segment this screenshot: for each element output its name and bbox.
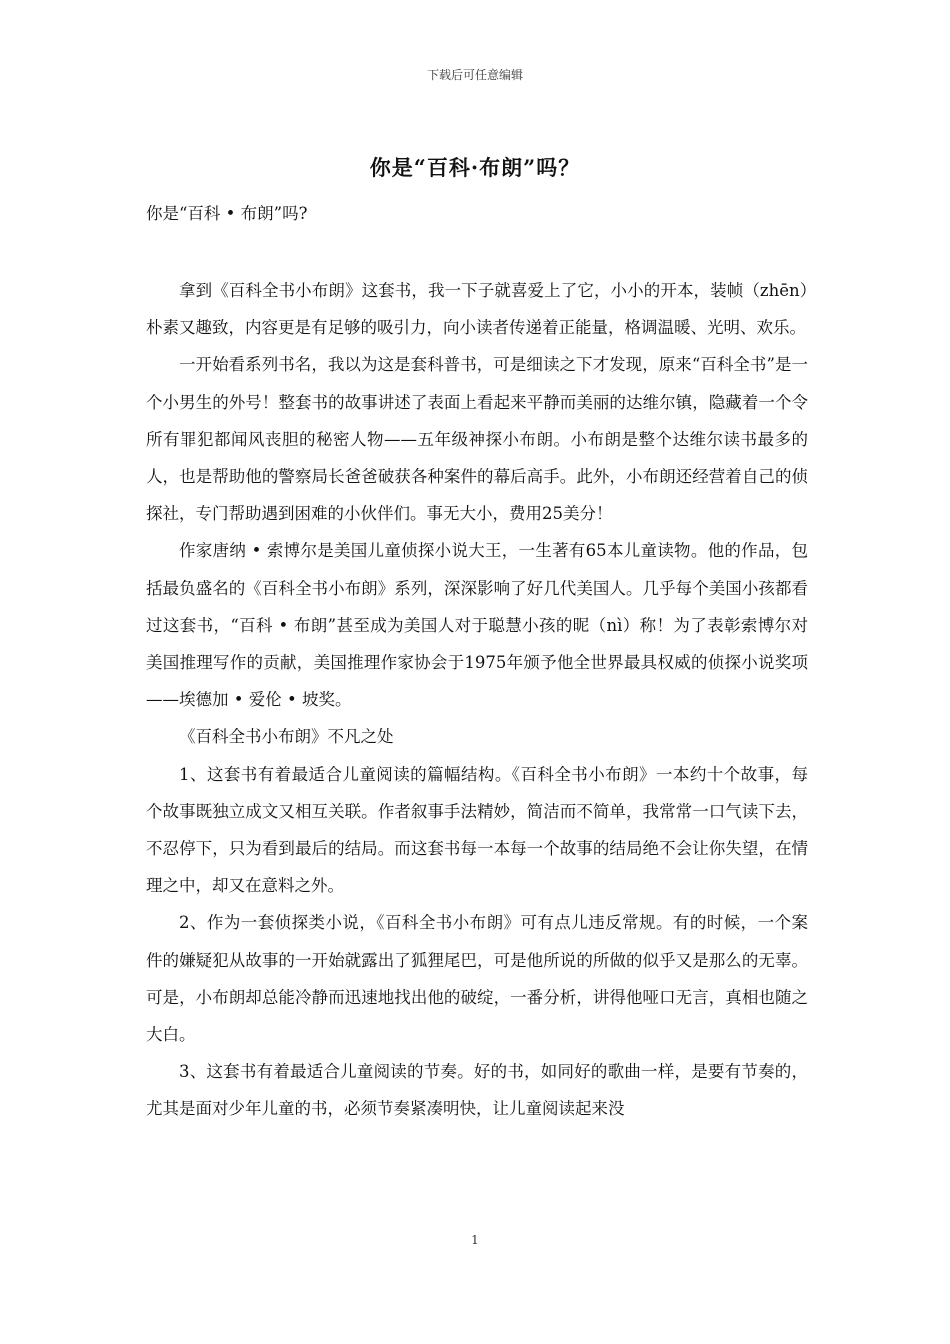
document-body bbox=[146, 272, 808, 1128]
page-number: 1 bbox=[471, 1233, 479, 1247]
paragraph: 1、这套书有着最适合儿童阅读的篇幅结构。《百科全书小布朗》一本约十个故事，每个故事既独立成文又相互关联。作者叙事手法精妙，简洁而不简单，我常常一口气读下去，不忍停下，只为看到最后的结局。而这套书每一本每一个故事的结局绝不会让你失望，在情理之中，却又在意料之外。 bbox=[146, 764, 808, 896]
paragraph: 3、这套书有着最适合儿童阅读的节奏。好的书，如同好的歌曲一样，是要有节奏的，尤其是面对少年儿童的书，必须节奏紧凑明快，让儿童阅读起来没 bbox=[146, 1062, 808, 1119]
document-title: 你是“百科·布朗”吗？ bbox=[369, 155, 581, 180]
page-header-note: 下载后可任意编辑 bbox=[426, 68, 523, 82]
paragraph: 一开始看系列书名，我以为这是套科普书，可是细读之下才发现，原来“百科全书”是一个小男生的外号！整套书的故事讲述了表面上看起来平静而美丽的达维尔镇，隐藏着一个令所有罪犯都闻风丧胆的秘密人物——五年级神探小布朗。小布朗是整个达维尔读书最多的人，也是帮助他的警察局长爸爸破获各种案件的幕后高手。此外，小布朗还经营着自己的侦探社，专门帮助遇到困难的小伙伴们。事无大小，费用25美分！ bbox=[146, 355, 808, 524]
paragraph: 作家唐纳 • 索博尔是美国儿童侦探小说大王，一生著有65本儿童读物。他的作品，包括最负盛名的《百科全书小布朗》系列，深深影响了好几代美国人。几乎每个美国小孩都看过这套书，“百科 • 布朗”甚至成为美国人对于聪慧小孩的昵（nì）称！为了表彰索博尔对美国推理写作的贡献，美国推理作家协会于1975年颁予他全世界最具权威的侦探小说奖项——埃德加 • 爱伦 • 坡奖。 bbox=[146, 541, 808, 710]
document-subtitle: 你是“百科 • 布朗”吗? bbox=[146, 204, 308, 223]
section-heading: 《百科全书小布朗》不凡之处 bbox=[179, 727, 394, 747]
paragraph: 2、作为一套侦探类小说，《百科全书小布朗》可有点儿违反常规。有的时候，一个案件的嫌疑犯从故事的一开始就露出了狐狸尾巴，可是他所说的所做的似乎又是那么的无辜。可是，小布朗却总能冷静而迅速地找出他的破绽，一番分析，讲得他哑口无言，真相也随之大白。 bbox=[146, 913, 808, 1045]
paragraph: 拿到《百科全书小布朗》这套书，我一下子就喜爱上了它，小小的开本，装帧（zhēn）朴素又趣致，内容更是有足够的吸引力，向小读者传递着正能量，格调温暖、光明、欢乐。 bbox=[146, 281, 808, 338]
